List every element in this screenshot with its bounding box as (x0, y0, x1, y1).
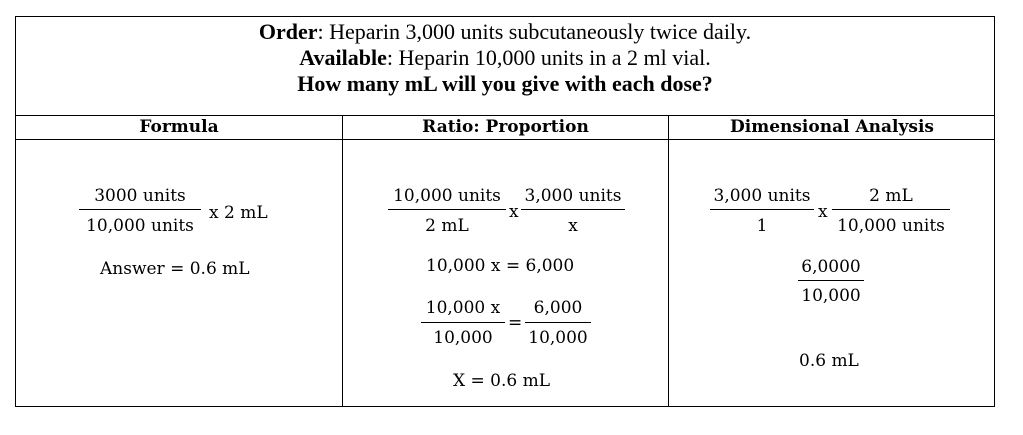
ratio-frac2-bar (521, 209, 625, 210)
ratio-frac1-denominator: 2 mL (425, 216, 469, 236)
ratio-frac3-denominator: 10,000 (433, 328, 493, 348)
formula-multiplier: x 2 mL (209, 203, 268, 223)
dimensional-frac2-denominator: 10,000 units (837, 216, 945, 236)
formula-answer: Answer = 0.6 mL (100, 259, 250, 279)
dimensional-frac1-denominator: 1 (756, 216, 768, 236)
column-header-formula: Formula (139, 117, 219, 137)
ratio-frac1-numerator: 10,000 units (393, 186, 501, 206)
ratio-equation: 10,000 x = 6,000 (426, 256, 575, 276)
ratio-frac4-denominator: 10,000 (528, 328, 588, 348)
available-text: : Heparin 10,000 units in a 2 ml vial. (386, 45, 711, 70)
formula-fraction-bar (79, 209, 201, 210)
dimensional-result: 0.6 mL (799, 351, 859, 371)
ratio-frac4-bar (525, 322, 591, 323)
dimensional-frac1-numerator: 3,000 units (713, 186, 811, 206)
ratio-frac2-numerator: 3,000 units (524, 186, 622, 206)
question-line: How many mL will you give with each dose? (297, 71, 713, 96)
column-header-divider (16, 139, 994, 140)
ratio-frac2-denominator: x (568, 216, 578, 236)
order-text: : Heparin 3,000 units subcutaneously twice daily. (317, 19, 752, 44)
dosage-table (15, 16, 995, 407)
column-header-dimensional: Dimensional Analysis (730, 117, 934, 137)
available-label: Available (299, 45, 387, 70)
ratio-frac3-numerator: 10,000 x (425, 298, 501, 318)
problem-header (16, 17, 994, 115)
dimensional-times-sign: x (818, 202, 828, 222)
order-line (16, 19, 994, 45)
dimensional-frac3-numerator: 6,0000 (801, 257, 861, 277)
available-line (16, 45, 994, 71)
ratio-result: X = 0.6 mL (453, 371, 551, 391)
ratio-frac4-numerator: 6,000 (533, 298, 583, 318)
dimensional-frac1-bar (710, 209, 814, 210)
order-label: Order (258, 19, 318, 44)
ratio-equals-sign: = (508, 313, 523, 333)
formula-denominator: 10,000 units (86, 216, 194, 236)
dimensional-frac3-denominator: 10,000 (801, 286, 861, 306)
dimensional-frac2-bar (832, 209, 950, 210)
dimensional-frac2-numerator: 2 mL (869, 186, 913, 206)
dimensional-frac3-bar (798, 280, 864, 281)
ratio-frac1-bar (388, 209, 506, 210)
column-divider-1 (342, 116, 343, 406)
column-header-ratio: Ratio: Proportion (422, 117, 589, 137)
formula-numerator: 3000 units (94, 186, 186, 206)
ratio-times-sign: x (509, 202, 519, 222)
column-divider-2 (668, 116, 669, 406)
ratio-frac3-bar (421, 322, 505, 323)
